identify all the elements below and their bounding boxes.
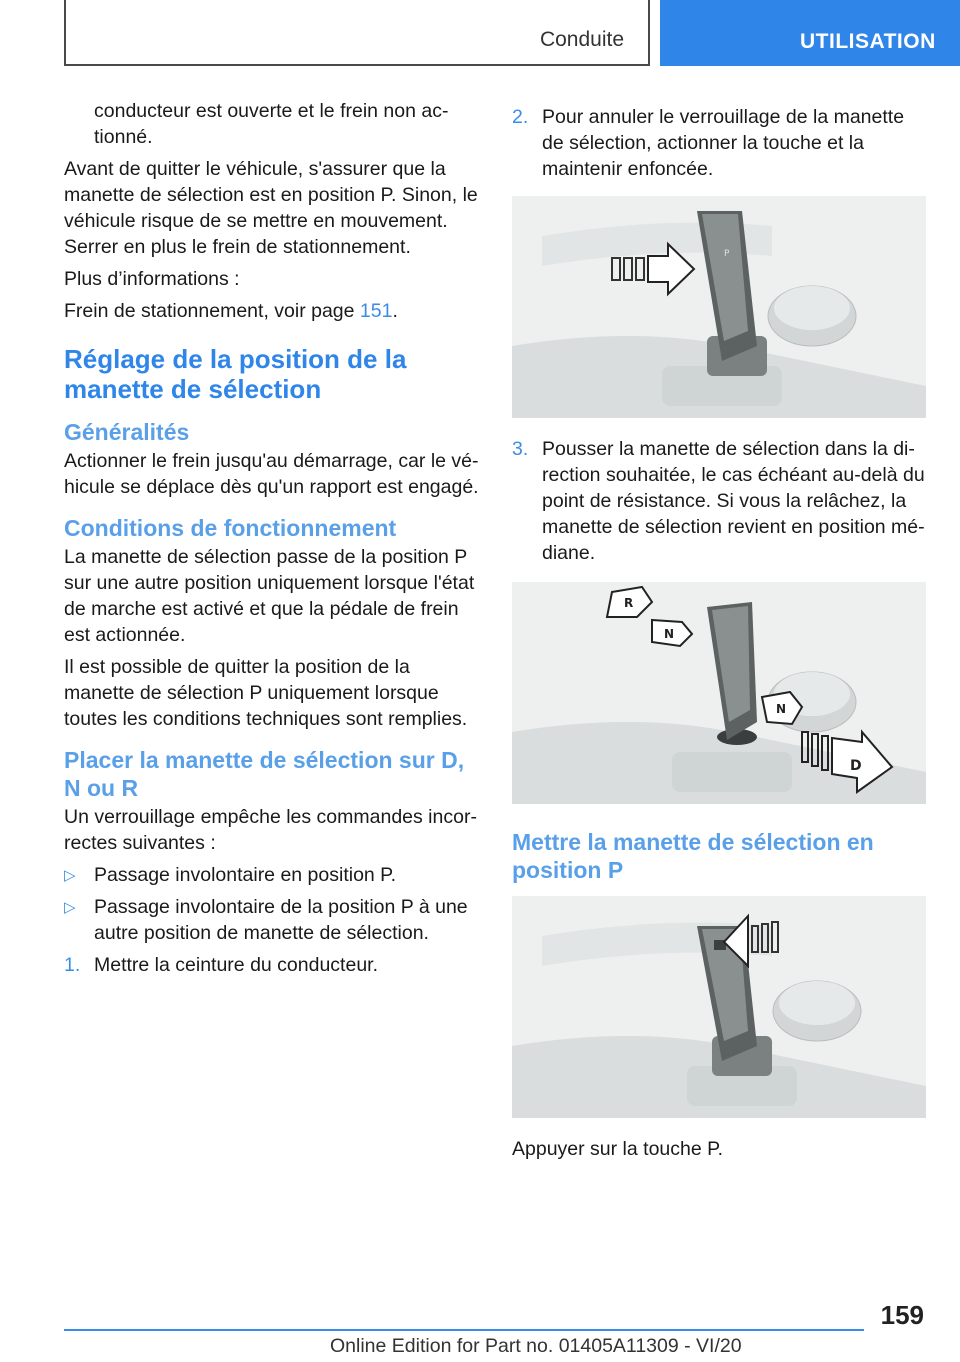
paragraph-more-info: Plus d’informations : [64,268,240,290]
heading-position-p: Mettre la manette de sélection en position P [512,829,874,883]
step-text: Pousser la manette de sélection dans la direction souhaitée, le cas échéant au-delà du point de résistance. Si vous la relâchez, la manette de sélection revient en position médiane. [542,438,925,564]
header-section-title: Conduite [539,28,624,51]
reference-text: Frein de stationnement, voir page [64,300,360,322]
figure-gear-selector-directions [512,582,926,804]
paragraph-warning: Avant de quitter le véhicule, s'assurer que la manette de sélection est en position P. Sinon, le véhicule risque de se mettre en mouvement. Serrer en plus le frein de stationnement. [64,158,478,258]
figure-gear-selector-p-button [512,896,926,1118]
paragraph-reference [64,298,482,324]
header-chapter-title: UTILISATION [800,30,936,53]
bullet-marker: ▷ [64,899,76,916]
left-column [64,98,482,984]
label-r: R [624,596,634,610]
figure-gear-selector-unlock [512,196,926,418]
list-item-text: Passage involontaire en position P. [94,864,397,886]
paragraph-conditions-1: La manette de sélection passe de la position P sur une autre position uniquement lorsque l'état de marche est activé et que la pédale de frein est actionnée. [64,546,475,646]
right-column [512,104,926,1168]
paragraph-press-p: Appuyer sur la touche P. [512,1138,724,1160]
step-item [512,104,926,182]
step-item [64,952,482,978]
list-item [64,894,482,946]
paragraph-conditions-2: Il est possible de quitter la position de la manette de sélection P uniquement lorsque toutes les conditions techniques sont remplies. [64,656,468,730]
bullet-marker: ▷ [64,867,76,884]
heading-placer: Placer la manette de sélection sur D, N ou R [64,747,465,801]
label-n: N [664,627,675,641]
heading-conditions: Conditions de fonctionnement [64,515,397,541]
header-section-box [64,0,650,66]
paragraph-continued: conducteur est ouverte et le frein non actionné. [94,100,449,148]
label-d: D [850,758,862,774]
step-number: 3. [512,438,529,460]
paragraph-placer: Un verrouillage empêche les commandes incorrectes suivantes : [64,806,477,854]
svg-text:P: P [724,249,730,259]
reference-end: . [392,300,398,322]
list-item-text: Passage involontaire de la position P à une autre position de manette de sélection. [94,896,468,944]
step-text: Mettre la ceinture du conducteur. [94,954,378,976]
paragraph-general: Actionner le frein jusqu'au démarrage, car le véhicule se déplace dès qu'un rapport est engagé. [64,450,479,498]
footer-divider [64,1329,864,1331]
heading-main: Réglage de la position de la manette de sélection [64,344,407,404]
page-link[interactable]: 151 [359,300,393,322]
page-number: 159 [880,1300,924,1330]
label-n: N [776,702,787,716]
header-chapter-tab [660,0,960,66]
step-text: Pour annuler le verrouillage de la manette de sélection, actionner la touche et la maintenir enfoncée. [542,106,905,180]
heading-general: Généralités [64,419,190,445]
step-number: 1. [64,954,81,976]
footer-edition: Online Edition for Part no. 01405A11309 - VI/20 [330,1335,742,1357]
step-item [512,436,926,566]
step-number: 2. [512,106,529,128]
list-item [64,862,482,888]
